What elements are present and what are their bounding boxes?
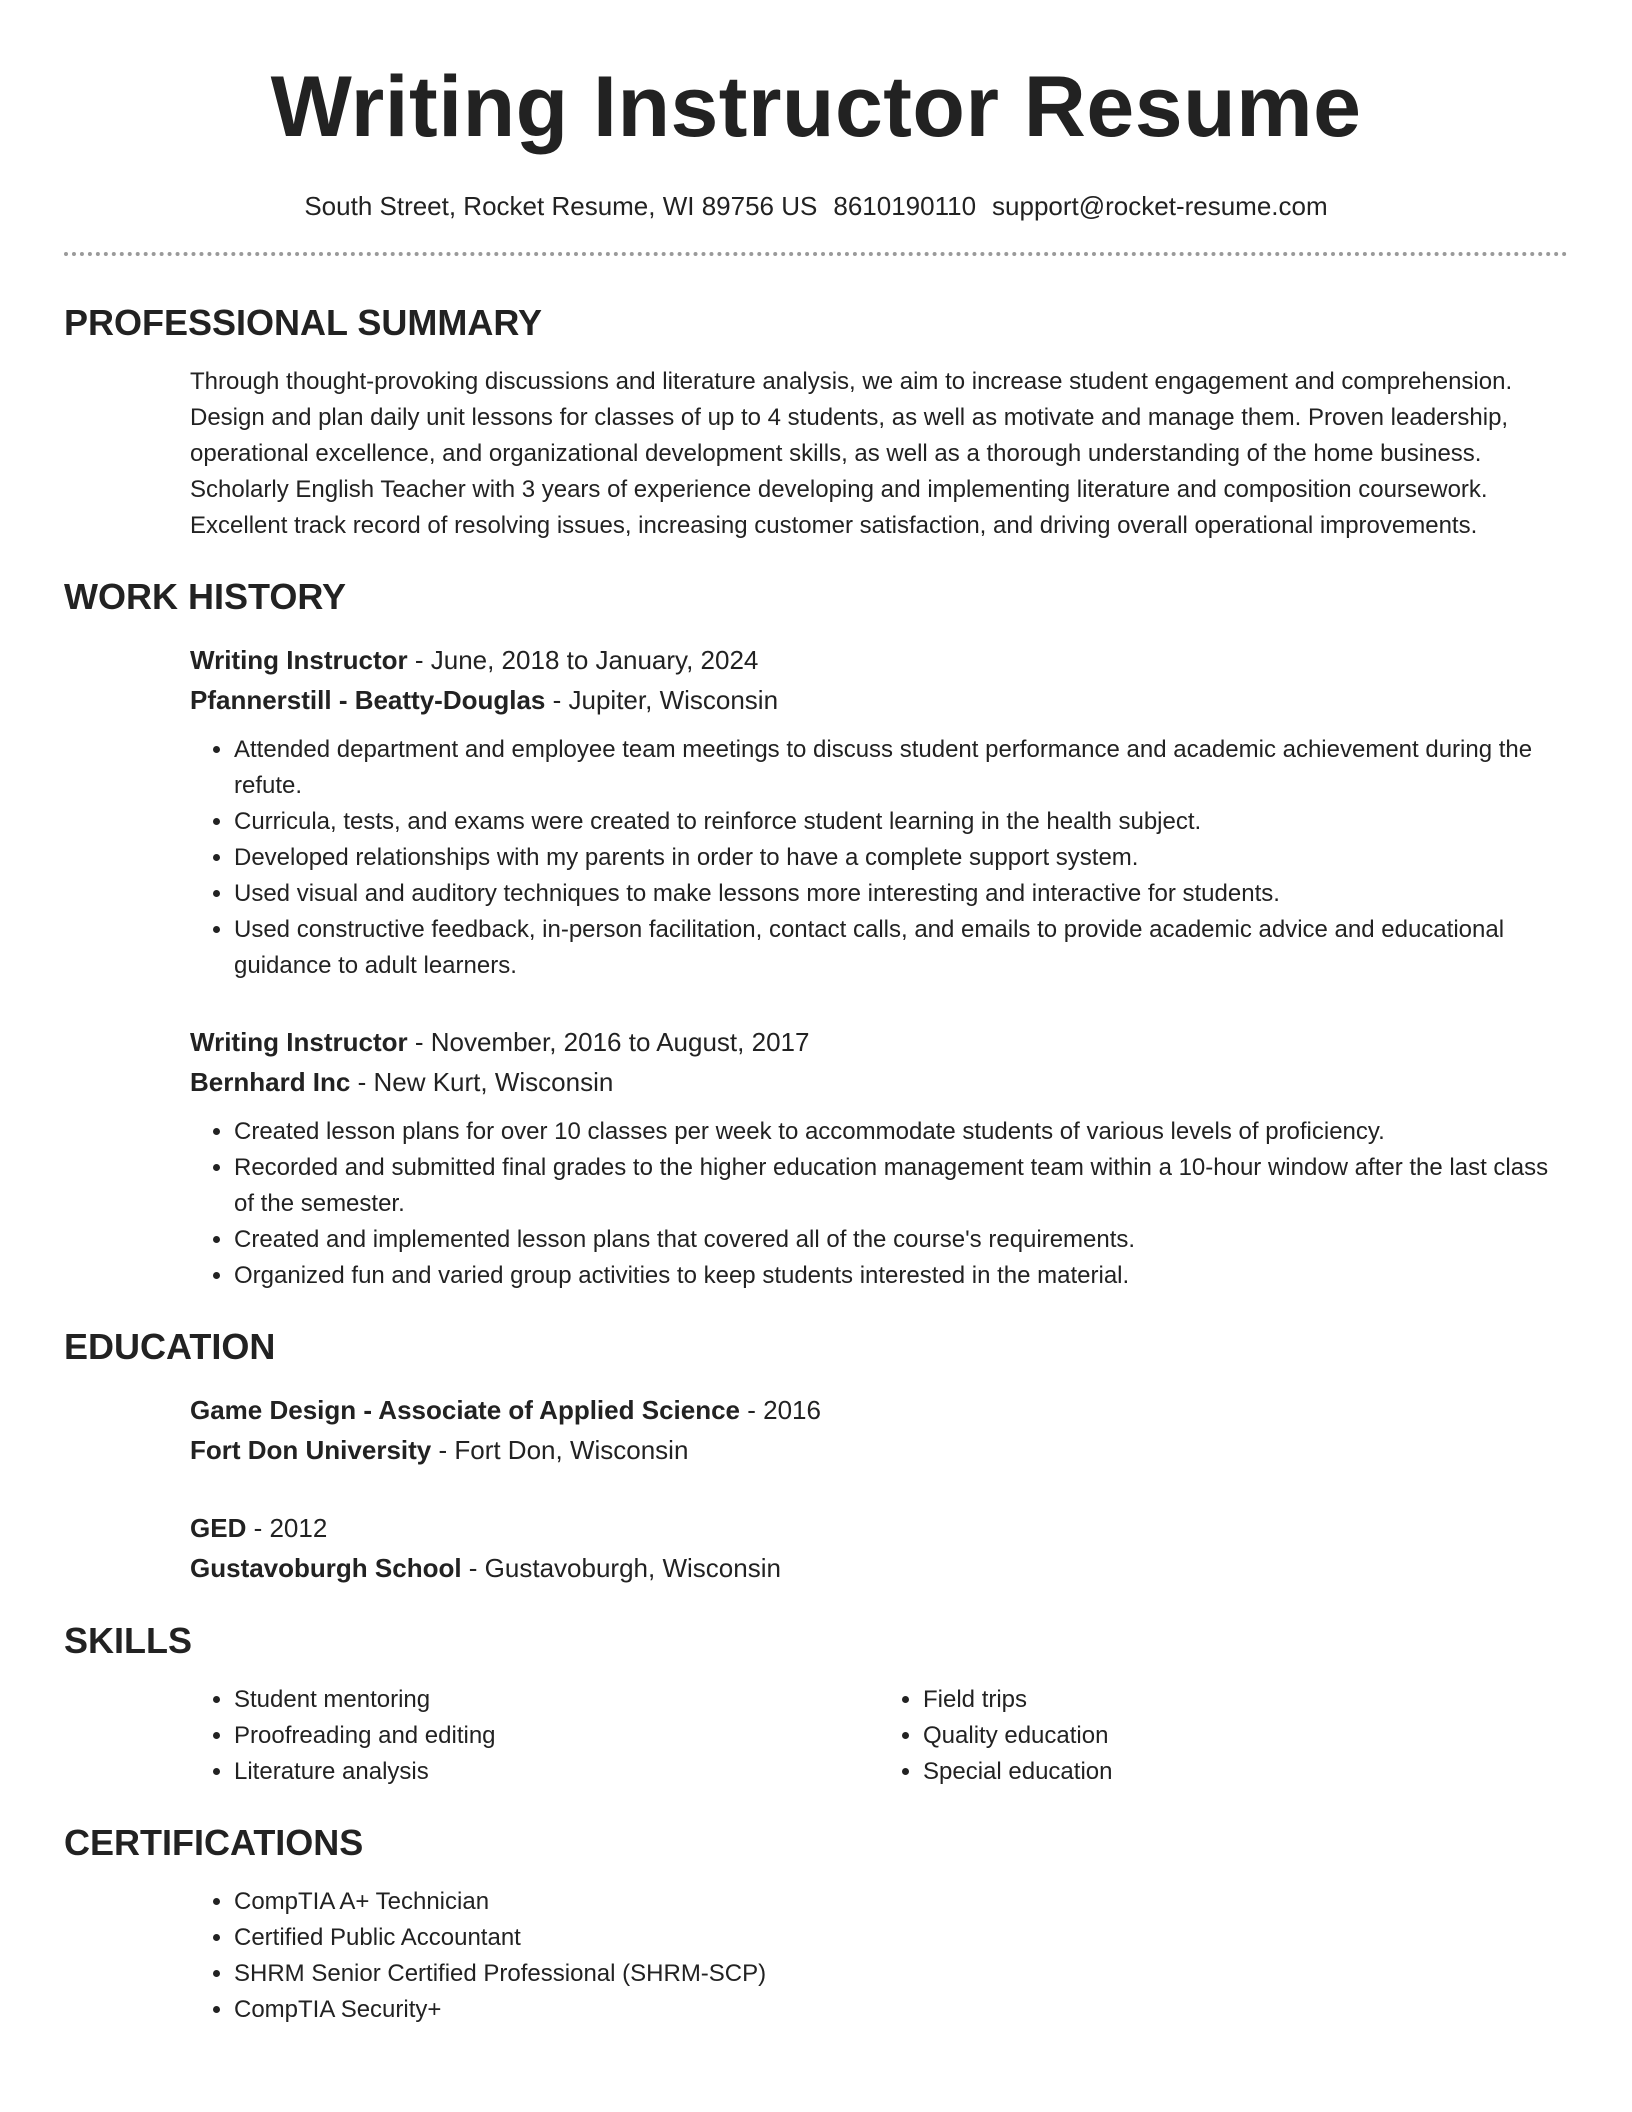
job-title: Writing Instructor bbox=[190, 645, 408, 675]
degree-line bbox=[190, 1390, 1568, 1430]
list-item: • CompTIA Security+ bbox=[234, 1992, 1568, 2028]
school-line bbox=[190, 1548, 1568, 1588]
job-dates: - November, 2016 to August, 2017 bbox=[407, 1027, 810, 1057]
degree: GED bbox=[190, 1513, 247, 1543]
list-item: • Organized fun and varied group activities to keep students interested in the material. bbox=[234, 1258, 1568, 1294]
list-item: • Created and implemented lesson plans that covered all of the course's requirements. bbox=[234, 1222, 1568, 1258]
school-location: - Fort Don, Wisconsin bbox=[431, 1435, 689, 1465]
list-item: • Curricula, tests, and exams were created to reinforce student learning in the health subject. bbox=[234, 804, 1568, 840]
header-divider bbox=[64, 252, 1568, 256]
list-item: • Field trips bbox=[923, 1682, 1568, 1718]
list-item: • Attended department and employee team meetings to discuss student performance and academic achievement during the refute. bbox=[234, 732, 1568, 804]
list-item: • Developed relationships with my parents in order to have a complete support system. bbox=[234, 840, 1568, 876]
list-item: • Quality education bbox=[923, 1718, 1568, 1754]
list-item: • Recorded and submitted final grades to the higher education management team within a 10-hour window after the last class of the semester. bbox=[234, 1150, 1568, 1222]
skills-list-right bbox=[879, 1682, 1568, 1790]
job-company-line bbox=[190, 680, 1568, 720]
contact-address: South Street, Rocket Resume, WI 89756 US bbox=[304, 191, 818, 221]
job-bullets bbox=[190, 1114, 1568, 1294]
list-item: • Used constructive feedback, in-person facilitation, contact calls, and emails to provide academic advice and educational guidance to adult learners. bbox=[234, 912, 1568, 984]
contact-phone: 8610190110 bbox=[833, 191, 977, 221]
certifications-list bbox=[190, 1884, 1568, 2028]
list-item: • Student mentoring bbox=[234, 1682, 879, 1718]
job-location: - New Kurt, Wisconsin bbox=[350, 1067, 614, 1097]
education-entry bbox=[190, 1508, 1568, 1588]
list-item: • Created lesson plans for over 10 classes per week to accommodate students of various levels of proficiency. bbox=[234, 1114, 1568, 1150]
list-item: • Used visual and auditory techniques to make lessons more interesting and interactive for students. bbox=[234, 876, 1568, 912]
school: Fort Don University bbox=[190, 1435, 432, 1465]
job-location: - Jupiter, Wisconsin bbox=[545, 685, 779, 715]
page-title: Writing Instructor Resume bbox=[270, 59, 1362, 155]
work-section bbox=[64, 574, 1568, 1294]
list-item: • CompTIA A+ Technician bbox=[234, 1884, 1568, 1920]
degree: Game Design - Associate of Applied Science bbox=[190, 1395, 741, 1425]
job-title-line bbox=[190, 1022, 1568, 1062]
job-company: Bernhard Inc bbox=[190, 1067, 351, 1097]
certifications-heading: CERTIFICATIONS bbox=[64, 1822, 364, 1863]
certifications-section bbox=[64, 1820, 1568, 2028]
job-dates: - June, 2018 to January, 2024 bbox=[407, 645, 759, 675]
list-item: • Certified Public Accountant bbox=[234, 1920, 1568, 1956]
contact-email: support@rocket-resume.com bbox=[992, 191, 1328, 221]
summary-section bbox=[64, 300, 1568, 544]
certifications-block bbox=[190, 1884, 1568, 2028]
skills-list-left bbox=[190, 1682, 879, 1790]
school-line bbox=[190, 1430, 1568, 1470]
work-heading: WORK HISTORY bbox=[64, 576, 347, 617]
job-bullets bbox=[190, 732, 1568, 984]
summary-text: Through thought-provoking discussions and literature analysis, we aim to increase student engagement and comprehension. Design and plan daily unit lessons for classes of up to 4 students, as well as motivate and manage them. Proven leadership, operational excellence, and organizational development skills, as well as a thorough understanding of the home business. Scholarly English Teacher with 3 years of experience developing and implementing literature and composition coursework. Excellent track record of resolving issues, increasing customer satisfaction, and driving overall operational improvements. bbox=[190, 368, 1513, 539]
school: Gustavoburgh School bbox=[190, 1553, 462, 1583]
job-title-line bbox=[190, 640, 1568, 680]
summary-heading: PROFESSIONAL SUMMARY bbox=[64, 302, 543, 343]
list-item: • SHRM Senior Certified Professional (SHRM-SCP) bbox=[234, 1956, 1568, 1992]
job-title: Writing Instructor bbox=[190, 1027, 408, 1057]
education-entry bbox=[190, 1390, 1568, 1470]
degree-year: - 2016 bbox=[740, 1395, 821, 1425]
job-company-line bbox=[190, 1062, 1568, 1102]
list-item: • Literature analysis bbox=[234, 1754, 879, 1790]
school-location: - Gustavoburgh, Wisconsin bbox=[461, 1553, 781, 1583]
education-heading: EDUCATION bbox=[64, 1326, 276, 1367]
skills-columns bbox=[190, 1682, 1568, 1790]
education-section bbox=[64, 1324, 1568, 1588]
job-company: Pfannerstill - Beatty-Douglas bbox=[190, 685, 546, 715]
list-item: • Proofreading and editing bbox=[234, 1718, 879, 1754]
list-item: • Special education bbox=[923, 1754, 1568, 1790]
degree-line bbox=[190, 1508, 1568, 1548]
contact-line bbox=[64, 186, 1568, 226]
skills-heading: SKILLS bbox=[64, 1620, 193, 1661]
skills-section bbox=[64, 1618, 1568, 1790]
job-entry bbox=[190, 1022, 1568, 1294]
degree-year: - 2012 bbox=[246, 1513, 328, 1543]
job-entry bbox=[190, 640, 1568, 984]
